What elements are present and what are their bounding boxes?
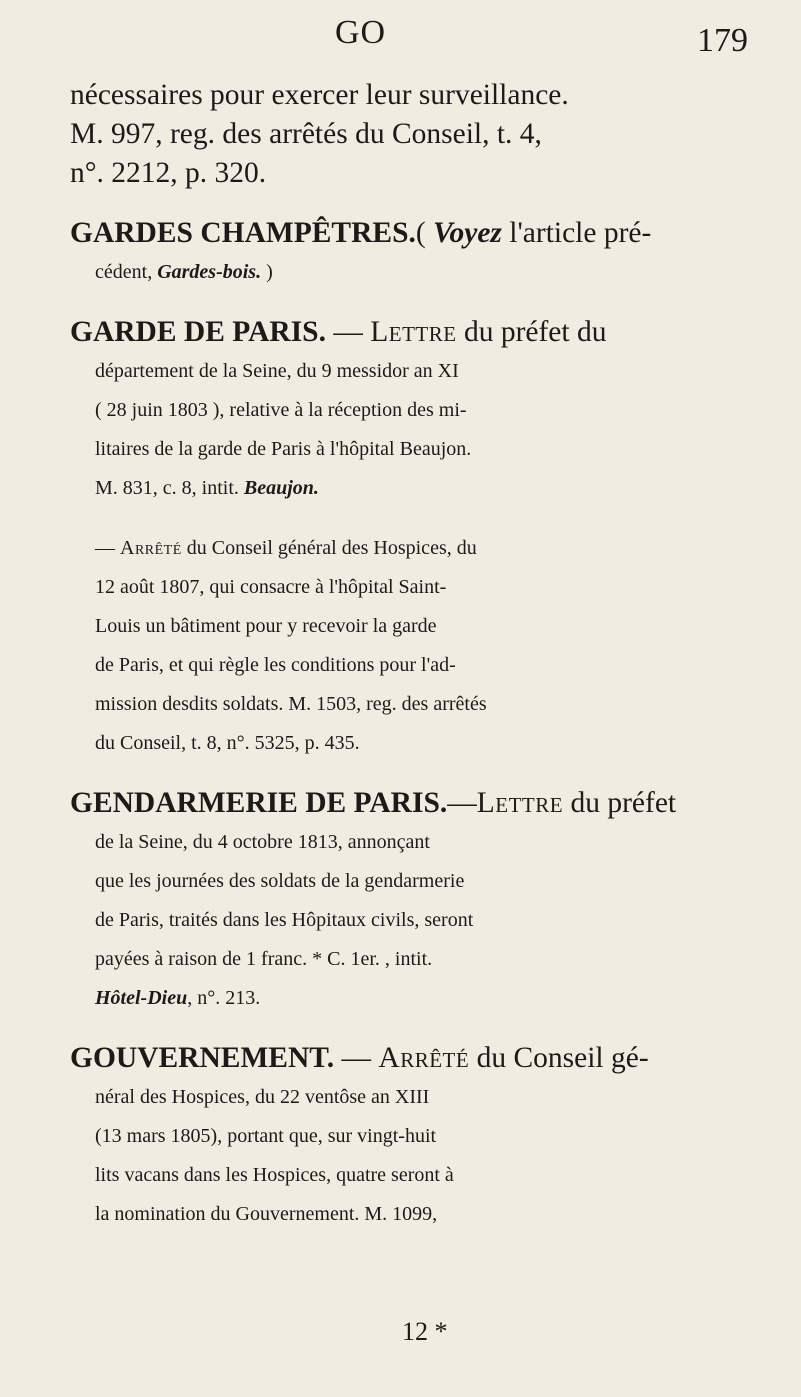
document-type: Arrêté xyxy=(120,537,182,559)
continued-paragraph xyxy=(70,76,770,193)
text-line: litaires de la garde de Paris à l'hôpital Beaujon. xyxy=(95,438,472,460)
entry-gardes-champetres xyxy=(70,214,770,292)
text-line: ( 28 juin 1803 ), relative à la réception des mi- xyxy=(95,399,467,421)
cross-reference: Gardes-bois. xyxy=(157,261,262,283)
text-line: GOUVERNEMENT. — Arrêté du Conseil gé- xyxy=(70,1042,649,1074)
text-line: Louis un bâtiment pour y recevoir la garde xyxy=(95,615,437,637)
entry-gouvernement xyxy=(70,1039,770,1234)
cross-reference: Voyez xyxy=(433,217,502,249)
text-line: nécessaires pour exercer leur surveillance. xyxy=(70,79,569,111)
text-line: lits vacans dans les Hospices, quatre seront à xyxy=(95,1164,454,1186)
text-line: du Conseil, t. 8, n°. 5325, p. 435. xyxy=(95,732,360,754)
page-body xyxy=(70,76,770,1255)
entry-heading: GARDES CHAMPÊTRES. xyxy=(70,217,416,249)
text-line: GARDES CHAMPÊTRES.( Voyez l'article pré- xyxy=(70,217,652,249)
reference-title: Hôtel-Dieu xyxy=(95,987,188,1009)
entry-garde-de-paris xyxy=(70,313,770,508)
document-type: Lettre xyxy=(476,787,564,819)
text-line: de la Seine, du 4 octobre 1813, annonçant xyxy=(95,831,430,853)
signature-mark: 12 * xyxy=(402,1317,448,1346)
text-line: n°. 2212, p. 320. xyxy=(70,157,267,189)
text-line: payées à raison de 1 franc. * C. 1er. , intit. xyxy=(95,948,433,970)
text-line: mission desdits soldats. M. 1503, reg. des arrêtés xyxy=(95,693,487,715)
document-type: Lettre xyxy=(370,316,457,348)
text-line: que les journées des soldats de la gendarmerie xyxy=(95,870,465,892)
text-line: M. 997, reg. des arrêtés du Conseil, t. 4, xyxy=(70,118,542,150)
entry-gendarmerie-de-paris xyxy=(70,784,770,1018)
text-line: 12 août 1807, qui consacre à l'hôpital Saint- xyxy=(95,576,447,598)
text-line: de Paris, traités dans les Hôpitaux civils, seront xyxy=(95,909,474,931)
text-line: (13 mars 1805), portant que, sur vingt-huit xyxy=(95,1125,437,1147)
text-line: M. 831, c. 8, intit. Beaujon. xyxy=(95,477,319,499)
entry-heading: GENDARMERIE DE PARIS. xyxy=(70,787,448,819)
text-line: Hôtel-Dieu, n°. 213. xyxy=(95,987,261,1009)
page-number: 179 xyxy=(697,22,748,59)
running-head: GO xyxy=(335,14,387,51)
text-line: département de la Seine, du 9 messidor an XI xyxy=(95,360,459,382)
entry-heading: GOUVERNEMENT. xyxy=(70,1042,335,1074)
text-line: néral des Hospices, du 22 ventôse an XIII xyxy=(95,1086,430,1108)
text-line: cédent, Gardes-bois. ) xyxy=(95,261,273,283)
text-line: — Arrêté du Conseil général des Hospices, du xyxy=(95,537,477,559)
entry-arrete-1807 xyxy=(70,529,770,763)
document-type: Arrêté xyxy=(378,1042,470,1074)
text-line: GARDE DE PARIS. — Lettre du préfet du xyxy=(70,316,607,348)
page-header xyxy=(0,8,801,66)
text-line: la nomination du Gouvernement. M. 1099, xyxy=(95,1203,438,1225)
text-line: GENDARMERIE DE PARIS.—Lettre du préfet xyxy=(70,787,677,819)
text-line: de Paris, et qui règle les conditions pour l'ad- xyxy=(95,654,456,676)
entry-heading: GARDE DE PARIS. xyxy=(70,316,326,348)
reference-title: Beaujon. xyxy=(243,477,319,499)
